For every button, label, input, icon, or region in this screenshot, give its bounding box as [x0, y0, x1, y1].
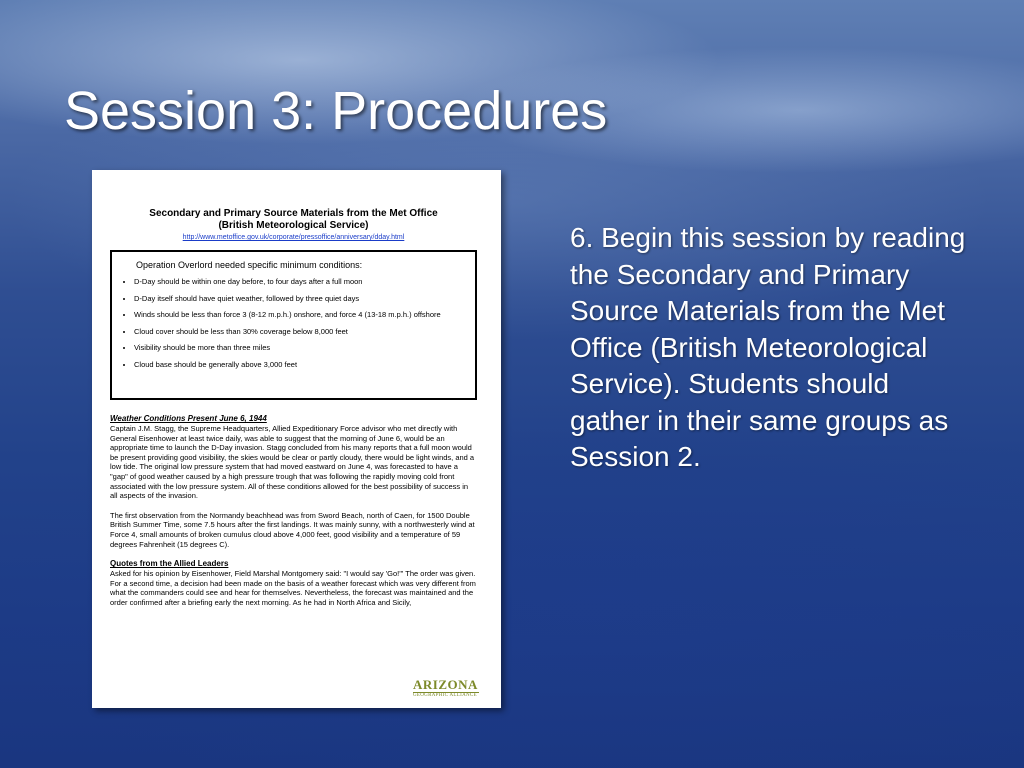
logo-main-text: ARIZONA: [413, 677, 478, 692]
condition-item: • Visibility should be more than three miles: [134, 343, 465, 353]
document-title: [110, 208, 477, 232]
condition-item: • Cloud cover should be less than 30% coverage below 8,000 feet: [134, 327, 465, 337]
conditions-heading: Operation Overlord needed specific minimum conditions:: [136, 260, 363, 270]
weather-heading: Weather Conditions Present June 6, 1944: [110, 414, 267, 423]
condition-item: • Winds should be less than force 3 (8-12 m.p.h.) onshore, and force 4 (13-18 m.p.h.) offshore: [134, 310, 465, 320]
arizona-geographic-alliance-logo: [413, 678, 479, 700]
weather-paragraph-1: Captain J.M. Stagg, the Supreme Headquarters, Allied Expeditionary Force advisor who met directly with General Eisenhower at least twice daily, was able to suggest that the morning of June 6, would be an appropriate time to launch the D-Day invasion. Stagg concluded from his many reports that a full moon would be present providing good visibility, the skies would be clear or partly cloudy, there would be light winds, and a low tide. The original low pressure system that had moved eastward on June 4, was forecasted to have a "gap" of good weather caused by a high pressure trough that was following the rapidly moving cold front associated with the low pressure system. All of these conditions allowed for the best possibility of success in all aspects of the invasion.: [110, 424, 475, 501]
logo-sub-text: GEOGRAPHIC ALLIANCE: [413, 692, 479, 699]
condition-item: • D-Day should be within one day before, to four days after a full moon: [134, 277, 465, 287]
quotes-paragraph: Asked for his opinion by Eisenhower, Field Marshal Montgomery said: "I would say 'Go!'" The order was given. For a second time, a decision had been made on the basis of a weather forecast which was very different from what the commanders could see and hear for themselves. Nevertheless, the forecast was maintained and the order confirmed after a briefing early the next morning. As he had in North Africa and Sicily,: [110, 569, 476, 607]
condition-item: • Cloud base should be generally above 3,000 feet: [134, 360, 465, 370]
weather-paragraph-2: The first observation from the Normandy beachhead was from Sword Beach, north of Caen, for 1500 Double British Summer Time, some 7.5 hours after the first landings. It was mainly sunny, with a northwesterly wind at Force 4, small amounts of broken cumulus cloud above 4,000 feet, good visibility and a temperature of 59 degrees Fahrenheit (15 degrees C).: [110, 510, 475, 549]
slide-title: Session 3: Procedures: [64, 81, 608, 141]
document-url-link[interactable]: http://www.metoffice.gov.uk/corporate/pressoffice/anniversary/dday.html: [182, 234, 405, 241]
document-content: [110, 208, 477, 608]
document-image: [92, 170, 501, 708]
conditions-box: [110, 250, 477, 400]
document-title-line2: (British Meteorological Service): [218, 220, 369, 231]
quotes-heading: Quotes from the Allied Leaders: [110, 559, 229, 569]
condition-item: • D-Day itself should have quiet weather, followed by three quiet days: [134, 294, 465, 304]
document-title-line1: Secondary and Primary Source Materials from the Met Office: [149, 208, 438, 219]
conditions-list: [122, 277, 465, 369]
slide-body-text: 6. Begin this session by reading the Secondary and Primary Source Materials from the Met Office (British Meteorological Service). Students should gather in their same groups as Session 2.: [570, 222, 966, 472]
